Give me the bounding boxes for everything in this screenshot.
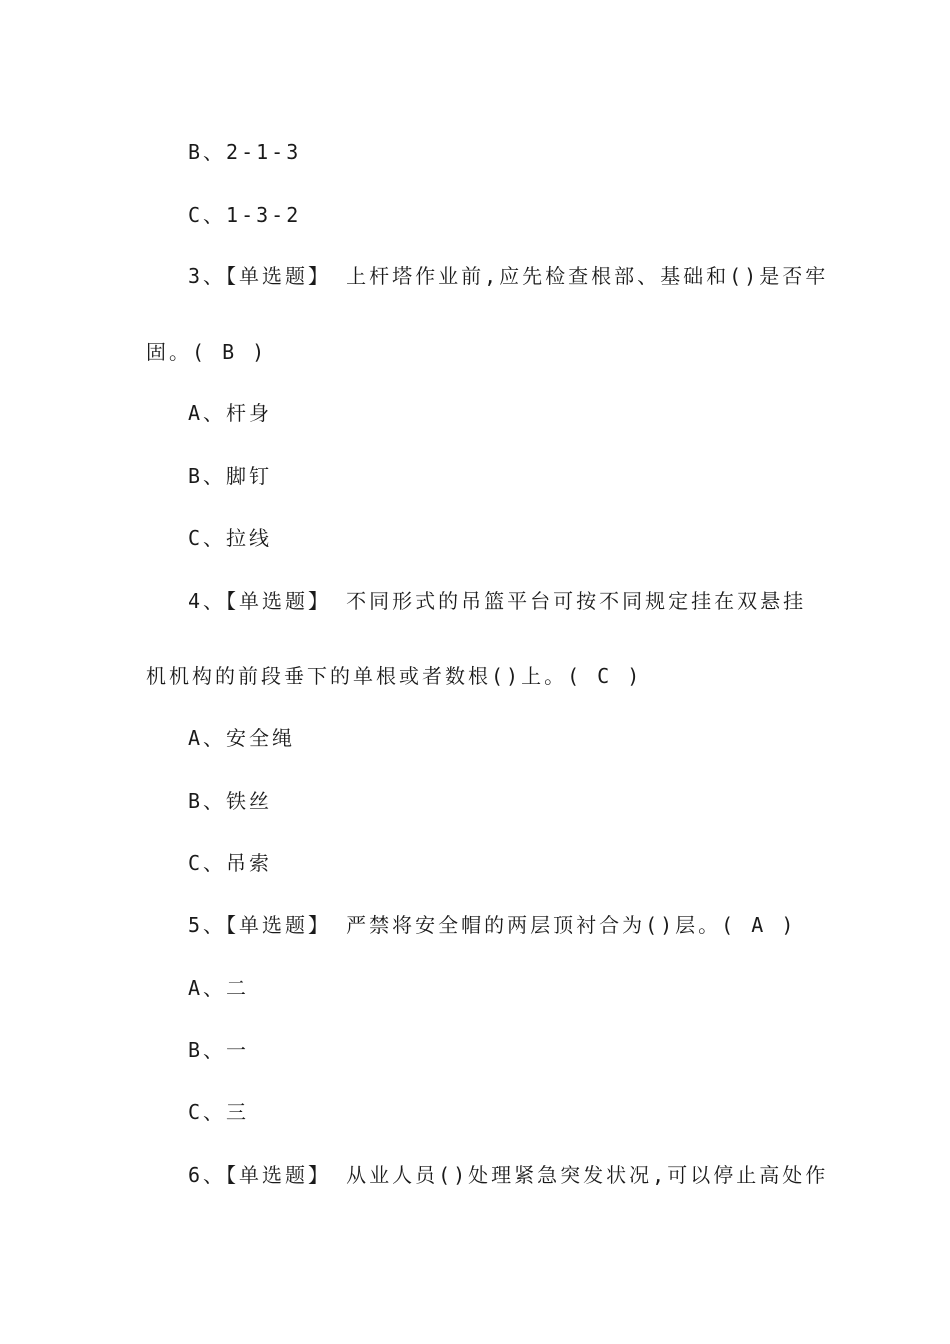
question-line: 6、【单选题】 从业人员()处理紧急突发状况,可以停止高处作 (188, 1163, 829, 1187)
question-line: 3、【单选题】 上杆塔作业前,应先检查根部、基础和()是否牢 (188, 264, 829, 288)
option-line: B、脚钉 (188, 464, 273, 488)
option-line: A、安全绳 (188, 726, 296, 750)
option-line: C、三 (188, 1100, 250, 1124)
question-line: 4、【单选题】 不同形式的吊篮平台可按不同规定挂在双悬挂 (188, 589, 807, 613)
question-continuation: 机机构的前段垂下的单根或者数根()上。( C ) (146, 664, 643, 688)
question-continuation: 固。( B ) (146, 340, 268, 364)
option-line: B、铁丝 (188, 789, 273, 813)
option-line: C、1-3-2 (188, 203, 302, 227)
option-line: B、一 (188, 1038, 250, 1062)
question-line: 5、【单选题】 严禁将安全帽的两层顶衬合为()层。( A ) (188, 913, 797, 937)
option-line: C、拉线 (188, 526, 273, 550)
option-line: A、杆身 (188, 401, 273, 425)
option-line: A、二 (188, 976, 250, 1000)
option-line: B、2-1-3 (188, 140, 302, 164)
option-line: C、吊索 (188, 851, 273, 875)
